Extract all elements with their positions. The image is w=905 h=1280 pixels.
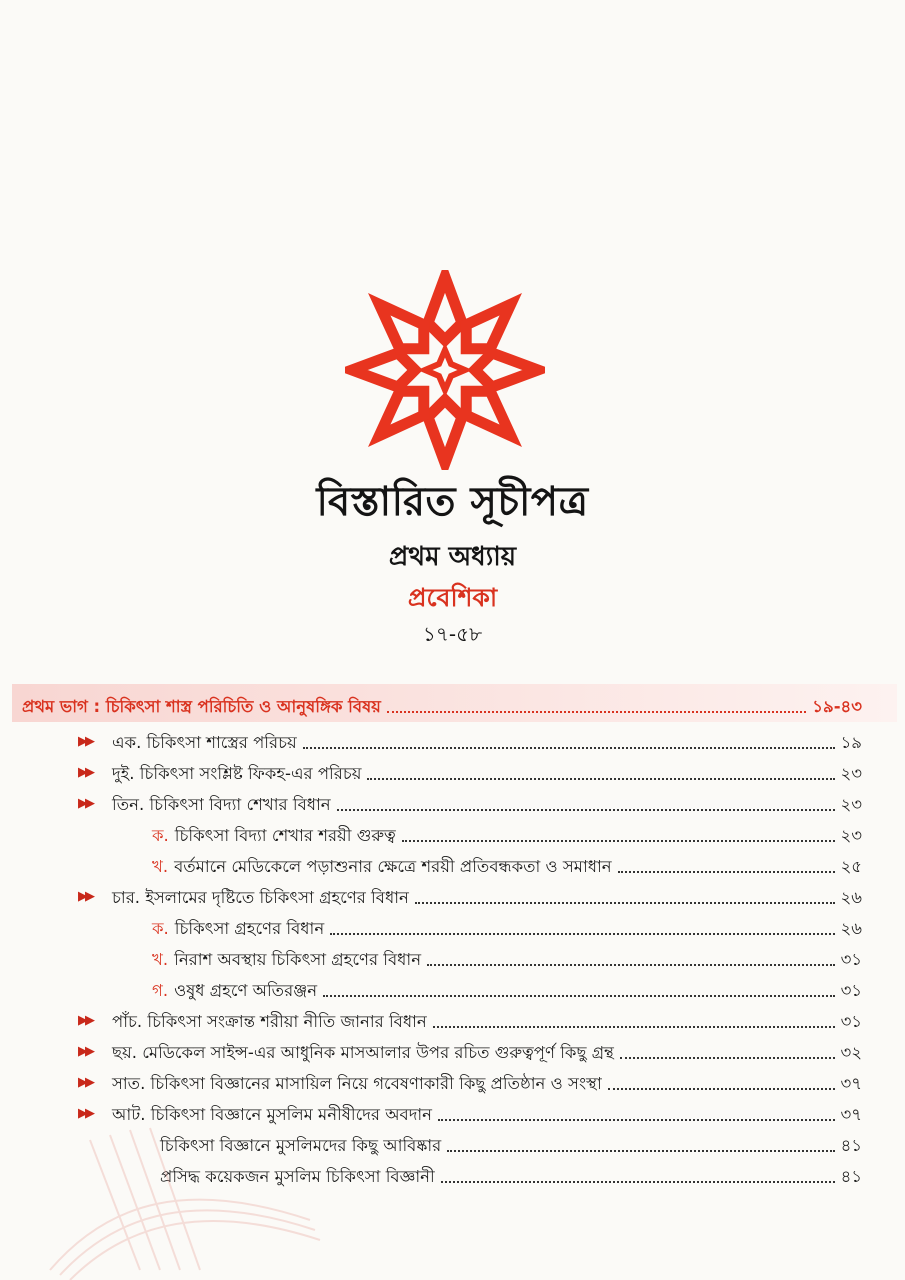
dot-leader [438,1119,835,1121]
subentry-label [152,949,421,971]
entry-label: চার. ইসলামের দৃষ্টিতে চিকিৎসা গ্রহণের বিধান [112,888,409,907]
double-arrow-bullet-icon: ▶▶ [78,796,92,811]
dot-leader [367,778,834,780]
subentry-text: চিকিৎসা বিদ্যা শেখার শরয়ী গুরুত্ব [174,826,396,845]
toc-section-row[interactable] [22,688,862,718]
dot-leader [415,902,835,904]
double-arrow-bullet-icon: ▶▶ [78,1044,92,1059]
entry-page: ২৩ [840,795,862,814]
entry-page: ৪১ [840,1136,862,1155]
subentry-label [152,918,324,940]
entry-label: তিন. চিকিৎসা বিদ্যা শেখার বিধান [112,795,331,814]
entry-page: ২৩ [840,764,862,783]
entry-page: ৩১ [840,1012,862,1031]
toc-subentry[interactable] [152,848,862,878]
section-page: ১৯-৪৩ [812,697,862,716]
subentry-label [152,856,612,878]
toc-subentry[interactable] [152,941,862,971]
section-title: চিকিৎসা শাস্ত্র পরিচিতি ও আনুষঙ্গিক বিষয় [105,697,381,716]
subentry-marker: ক. [152,919,169,938]
entry-page: ৩৭ [840,1074,862,1093]
dot-leader [608,1088,835,1090]
dot-leader [620,1057,835,1059]
subentry-text: চিকিৎসা গ্রহণের বিধান [174,919,325,938]
toc-title: বিস্তারিত সূচীপত্র [316,479,589,525]
chapter-title: প্রথম অধ্যায় [388,542,517,572]
entry-label: সাত. চিকিৎসা বিজ্ঞানের মাসায়িল নিয়ে গবেষণাকারী কিছু প্রতিষ্ঠান ও সংস্থা [112,1074,602,1093]
entry-label: পাঁচ. চিকিৎসা সংক্রান্ত শরীয়া নীতি জানার বিধান [112,1012,427,1031]
subentry-text: নিরাশ অবস্থায় চিকিৎসা গ্রহণের বিধান [174,950,422,969]
entry-page: ৩১ [840,981,862,1000]
entry-label: দুই. চিকিৎসা সংশ্লিষ্ট ফিকহ-এর পরিচয় [112,764,362,783]
entry-label: ছয়. মেডিকেল সাইন্স-এর আধুনিক মাসআলার উপর রচিত গুরুত্বপূর্ণ কিছু গ্রন্থ [112,1043,614,1062]
entry-page: ৩৭ [840,1105,862,1124]
toc-subentry[interactable] [152,972,862,1002]
decorative-swirl-icon [30,1080,330,1280]
toc-entry[interactable] [112,786,862,816]
dot-leader [618,871,835,873]
dot-leader [447,1150,834,1152]
double-arrow-bullet-icon: ▶▶ [78,1013,92,1028]
entry-page: ৩১ [840,950,862,969]
dot-leader [330,933,834,935]
entry-page: ২৬ [840,888,862,907]
section-label [22,696,381,718]
subentry-label: প্রসিদ্ধ কয়েকজন মুসলিম চিকিৎসা বিজ্ঞানী [160,1167,435,1186]
part-title: প্রবেশিকা [407,583,498,612]
entry-page: ২৫ [840,857,862,876]
dot-leader [402,840,835,842]
toc-subentry[interactable] [152,910,862,940]
dot-leader [441,1181,835,1183]
subentry-marker: খ. [152,857,169,876]
subentry-label: চিকিৎসা বিজ্ঞানে মুসলিমদের কিছু আবিষ্কার [160,1136,442,1155]
double-arrow-bullet-icon: ▶▶ [78,734,92,749]
toc-subentry[interactable] [152,817,862,847]
subentry-marker: গ. [152,981,169,1000]
entry-page: ১৯ [840,733,862,752]
entry-label: এক. চিকিৎসা শাস্ত্রের পরিচয় [112,733,297,752]
star-emblem-icon [345,270,545,470]
subentry-label [152,825,396,847]
entry-page: ৪১ [840,1167,862,1186]
entry-page: ২৬ [840,919,862,938]
double-arrow-bullet-icon: ▶▶ [78,1075,92,1090]
dot-leader [387,711,806,713]
subentry-text: বর্তমানে মেডিকেলে পড়াশুনার ক্ষেত্রে শরয়ী প্রতিবন্ধকতা ও সমাধান [174,857,612,876]
entry-label: আট. চিকিৎসা বিজ্ঞানে মুসলিম মনীষীদের অবদান [112,1105,432,1124]
dot-leader [323,995,834,997]
chapter-page-range: ১৭-৫৮ [422,622,483,646]
double-arrow-bullet-icon: ▶▶ [78,765,92,780]
subentry-marker: খ. [152,950,169,969]
subentry-text: ওষুধ গ্রহণে অতিরঞ্জন [174,981,318,1000]
double-arrow-bullet-icon: ▶▶ [78,889,92,904]
dot-leader [433,1026,835,1028]
dot-leader [337,809,835,811]
toc-entry[interactable] [112,1034,862,1064]
toc-entry[interactable] [112,879,862,909]
toc-entry[interactable] [112,755,862,785]
double-arrow-bullet-icon: ▶▶ [78,1106,92,1121]
entry-page: ৩২ [840,1043,862,1062]
entry-page: ২৩ [840,826,862,845]
toc-entry[interactable] [112,724,862,754]
toc-entry[interactable] [112,1003,862,1033]
dot-leader [303,747,835,749]
dot-leader [427,964,835,966]
section-prefix: প্রথম ভাগ : [22,697,101,716]
subentry-label [152,980,317,1002]
subentry-marker: ক. [152,826,169,845]
